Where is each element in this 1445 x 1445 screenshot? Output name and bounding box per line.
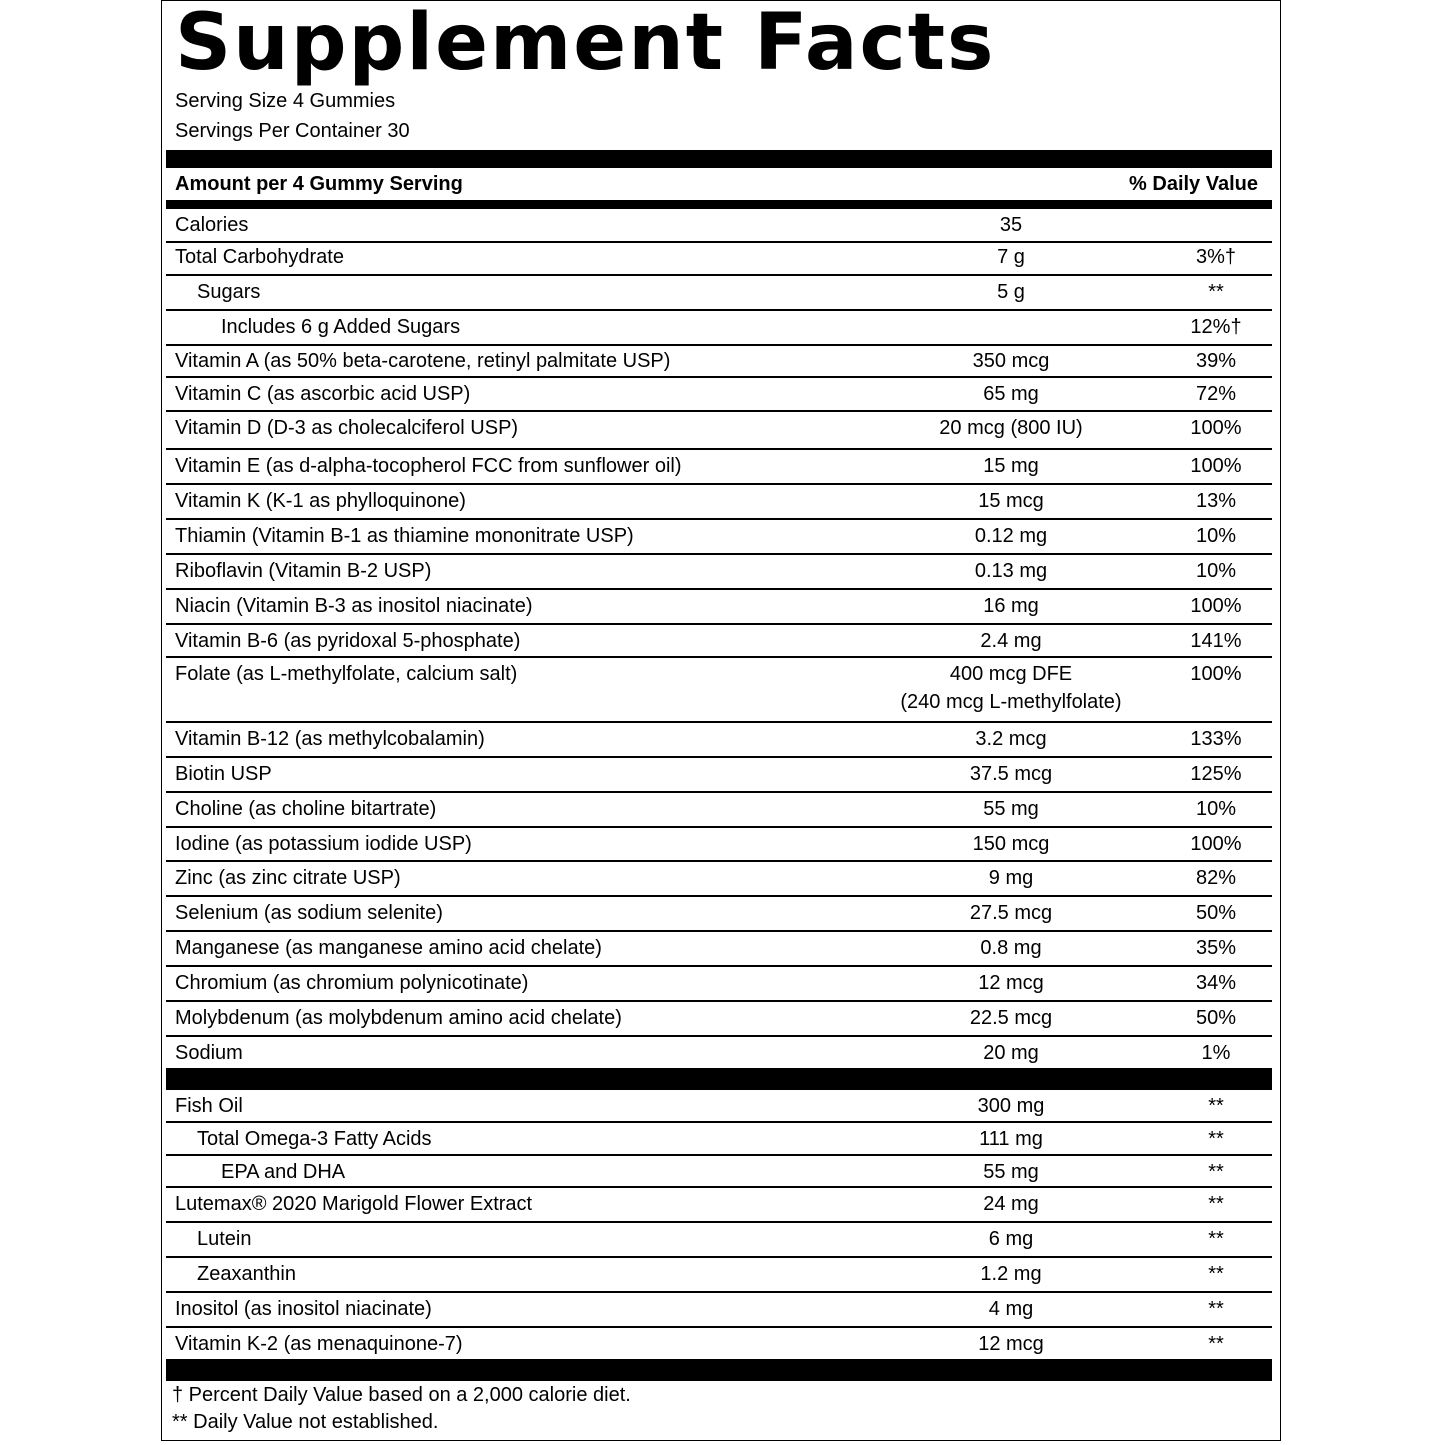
- daily-value: 3%†: [1195, 246, 1237, 268]
- amount-per-serving: 0.13 mg: [974, 560, 1048, 582]
- daily-value: **: [1208, 1161, 1224, 1183]
- amount-per-serving: 15 mg: [983, 455, 1039, 477]
- amount-per-serving: 27.5 mcg: [969, 902, 1053, 924]
- amount-per-serving: 12 mcg: [978, 972, 1044, 994]
- table-row: [166, 1002, 1272, 1037]
- table-row: [166, 1293, 1272, 1328]
- footnote-dagger: † Percent Daily Value based on a 2,000 calorie diet.: [172, 1384, 631, 1406]
- serving-size: Serving Size 4 Gummies: [175, 90, 396, 112]
- table-row: [166, 520, 1272, 555]
- ingredient-name: Total Carbohydrate: [175, 246, 344, 268]
- daily-value: **: [1208, 281, 1224, 303]
- table-row: [166, 1223, 1272, 1258]
- table-row: [166, 758, 1272, 793]
- ingredient-name: Manganese (as manganese amino acid chelate): [175, 937, 602, 959]
- ingredient-name: Lutein: [197, 1228, 252, 1250]
- daily-value: 100%: [1190, 833, 1242, 855]
- amount-per-serving: 400 mcg DFE: [949, 663, 1073, 685]
- table-row: [166, 1037, 1272, 1068]
- thick-divider: [166, 1068, 1272, 1090]
- table-row: [166, 1328, 1272, 1359]
- ingredient-name: Vitamin K-2 (as menaquinone-7): [175, 1333, 463, 1355]
- ingredient-name: Includes 6 g Added Sugars: [221, 316, 461, 338]
- table-row: [166, 345, 1272, 378]
- table-row: [166, 897, 1272, 932]
- amount-per-serving: 7 g: [997, 246, 1025, 268]
- table-row: [166, 828, 1272, 862]
- table-row: [166, 590, 1272, 625]
- thick-divider: [166, 150, 1272, 168]
- amount-per-serving: 37.5 mcg: [969, 763, 1053, 785]
- servings-per-container: Servings Per Container 30: [175, 120, 410, 142]
- daily-value: 39%: [1195, 350, 1237, 372]
- daily-value: 34%: [1195, 972, 1237, 994]
- amount-per-serving: 350 mcg: [972, 350, 1050, 372]
- amount-per-serving: 20 mcg (800 IU): [939, 417, 1083, 439]
- ingredient-name: Zinc (as zinc citrate USP): [175, 867, 401, 889]
- daily-value: 141%: [1190, 630, 1242, 652]
- footnote-double-asterisk: ** Daily Value not established.: [172, 1411, 439, 1433]
- ingredient-name: Choline (as choline bitartrate): [175, 798, 437, 820]
- amount-per-serving: 4 mg: [988, 1298, 1034, 1320]
- ingredient-name: Thiamin (Vitamin B-1 as thiamine mononitrate USP): [175, 525, 634, 547]
- ingredient-name: Vitamin E (as d-alpha-tocopherol FCC from sunflower oil): [175, 455, 682, 477]
- daily-value: **: [1208, 1095, 1224, 1117]
- daily-value: 50%: [1195, 1007, 1237, 1029]
- daily-value: **: [1208, 1193, 1224, 1215]
- table-row: [166, 378, 1272, 412]
- ingredient-name: Vitamin C (as ascorbic acid USP): [175, 383, 471, 405]
- table-row: [166, 862, 1272, 897]
- daily-value: 10%: [1195, 798, 1237, 820]
- thick-divider: [166, 1359, 1272, 1381]
- ingredient-name: Inositol (as inositol niacinate): [175, 1298, 432, 1320]
- daily-value: 125%: [1190, 763, 1242, 785]
- table-row: [166, 241, 1272, 276]
- amount-per-serving-label: Amount per 4 Gummy Serving: [175, 173, 463, 195]
- amount-per-serving: 111 mg: [979, 1128, 1043, 1150]
- amount-per-serving: 300 mg: [977, 1095, 1045, 1117]
- amount-per-serving: 6 mg: [988, 1228, 1034, 1250]
- table-row: [166, 209, 1272, 243]
- ingredient-name: Total Omega-3 Fatty Acids: [197, 1128, 432, 1150]
- ingredient-name: Niacin (Vitamin B-3 as inositol niacinate): [175, 595, 533, 617]
- daily-value: 12%†: [1190, 316, 1242, 338]
- ingredient-name: Folate (as L-methylfolate, calcium salt): [175, 663, 518, 685]
- ingredient-name: Selenium (as sodium selenite): [175, 902, 443, 924]
- daily-value: 50%: [1195, 902, 1237, 924]
- daily-value: 133%: [1190, 728, 1242, 750]
- ingredient-name: Calories: [175, 214, 249, 236]
- table-row: [166, 276, 1272, 311]
- ingredient-name: EPA and DHA: [221, 1161, 346, 1183]
- daily-value: 13%: [1195, 490, 1237, 512]
- table-row: [166, 1156, 1272, 1188]
- amount-per-serving: 15 mcg: [978, 490, 1044, 512]
- amount-per-serving: 12 mcg: [978, 1333, 1044, 1355]
- daily-value: 35%: [1195, 937, 1237, 959]
- ingredient-name: Vitamin B-12 (as methylcobalamin): [175, 728, 485, 750]
- daily-value: 1%: [1201, 1042, 1231, 1064]
- amount-per-serving: 0.8 mg: [980, 937, 1042, 959]
- amount-per-serving: 9 mg: [988, 867, 1034, 889]
- amount-per-serving: 2.4 mg: [980, 630, 1042, 652]
- ingredient-name: Riboflavin (Vitamin B-2 USP): [175, 560, 432, 582]
- daily-value: 100%: [1190, 455, 1242, 477]
- ingredient-name: Sodium: [175, 1042, 243, 1064]
- daily-value: **: [1208, 1228, 1224, 1250]
- amount-per-serving: 20 mg: [983, 1042, 1039, 1064]
- daily-value: 10%: [1195, 525, 1237, 547]
- daily-value: **: [1208, 1333, 1224, 1355]
- amount-per-serving: 24 mg: [983, 1193, 1039, 1215]
- amount-per-serving: 55 mg: [983, 798, 1039, 820]
- table-row: [166, 967, 1272, 1002]
- ingredient-name: Vitamin K (K-1 as phylloquinone): [175, 490, 466, 512]
- ingredient-name: Biotin USP: [175, 763, 272, 785]
- ingredient-name: Lutemax® 2020 Marigold Flower Extract: [175, 1193, 533, 1215]
- ingredient-name: Vitamin A (as 50% beta-carotene, retinyl palmitate USP): [175, 350, 671, 372]
- ingredient-name: Vitamin D (D-3 as cholecalciferol USP): [175, 417, 519, 439]
- panel-title: Supplement Facts: [175, 0, 996, 88]
- table-row: [166, 658, 1272, 723]
- ingredient-name: Molybdenum (as molybdenum amino acid chelate): [175, 1007, 622, 1029]
- table-row: [166, 555, 1272, 590]
- amount-per-serving: 0.12 mg: [974, 525, 1048, 547]
- amount-per-serving: 5 g: [997, 281, 1025, 303]
- daily-value: 100%: [1190, 417, 1242, 439]
- amount-per-serving: 22.5 mcg: [969, 1007, 1053, 1029]
- amount-per-serving: 35: [999, 214, 1023, 236]
- table-row: [166, 932, 1272, 967]
- daily-value: 72%: [1195, 383, 1237, 405]
- column-header: [175, 170, 1258, 198]
- amount-per-serving: 16 mg: [983, 595, 1039, 617]
- daily-value: 100%: [1190, 663, 1242, 685]
- table-row: [166, 485, 1272, 520]
- daily-value: **: [1208, 1298, 1224, 1320]
- amount-per-serving: 150 mcg: [972, 833, 1050, 855]
- medium-divider: [166, 200, 1272, 209]
- ingredient-name: Vitamin B-6 (as pyridoxal 5-phosphate): [175, 630, 521, 652]
- table-row: [166, 311, 1272, 346]
- amount-per-serving: 3.2 mcg: [975, 728, 1047, 750]
- table-row: [166, 625, 1272, 658]
- daily-value: **: [1208, 1263, 1224, 1285]
- table-row: [166, 723, 1272, 758]
- ingredient-name: Sugars: [197, 281, 261, 303]
- daily-value: 100%: [1190, 595, 1242, 617]
- daily-value: 82%: [1195, 867, 1237, 889]
- table-row: [166, 1090, 1272, 1123]
- daily-value-label: % Daily Value: [1129, 173, 1258, 195]
- amount-detail: (240 mcg L-methylfolate): [900, 691, 1122, 713]
- ingredient-name: Iodine (as potassium iodide USP): [175, 833, 472, 855]
- daily-value: **: [1208, 1128, 1224, 1150]
- amount-per-serving: 65 mg: [983, 383, 1039, 405]
- amount-per-serving: 55 mg: [983, 1161, 1039, 1183]
- table-row: [166, 1123, 1272, 1156]
- table-row: [166, 1188, 1272, 1223]
- ingredient-name: Zeaxanthin: [197, 1263, 296, 1285]
- ingredient-name: Chromium (as chromium polynicotinate): [175, 972, 529, 994]
- table-row: [166, 793, 1272, 828]
- amount-per-serving: 1.2 mg: [980, 1263, 1042, 1285]
- daily-value: 10%: [1195, 560, 1237, 582]
- table-row: [166, 412, 1272, 450]
- ingredient-name: Fish Oil: [175, 1095, 243, 1117]
- table-row: [166, 450, 1272, 485]
- table-row: [166, 1258, 1272, 1293]
